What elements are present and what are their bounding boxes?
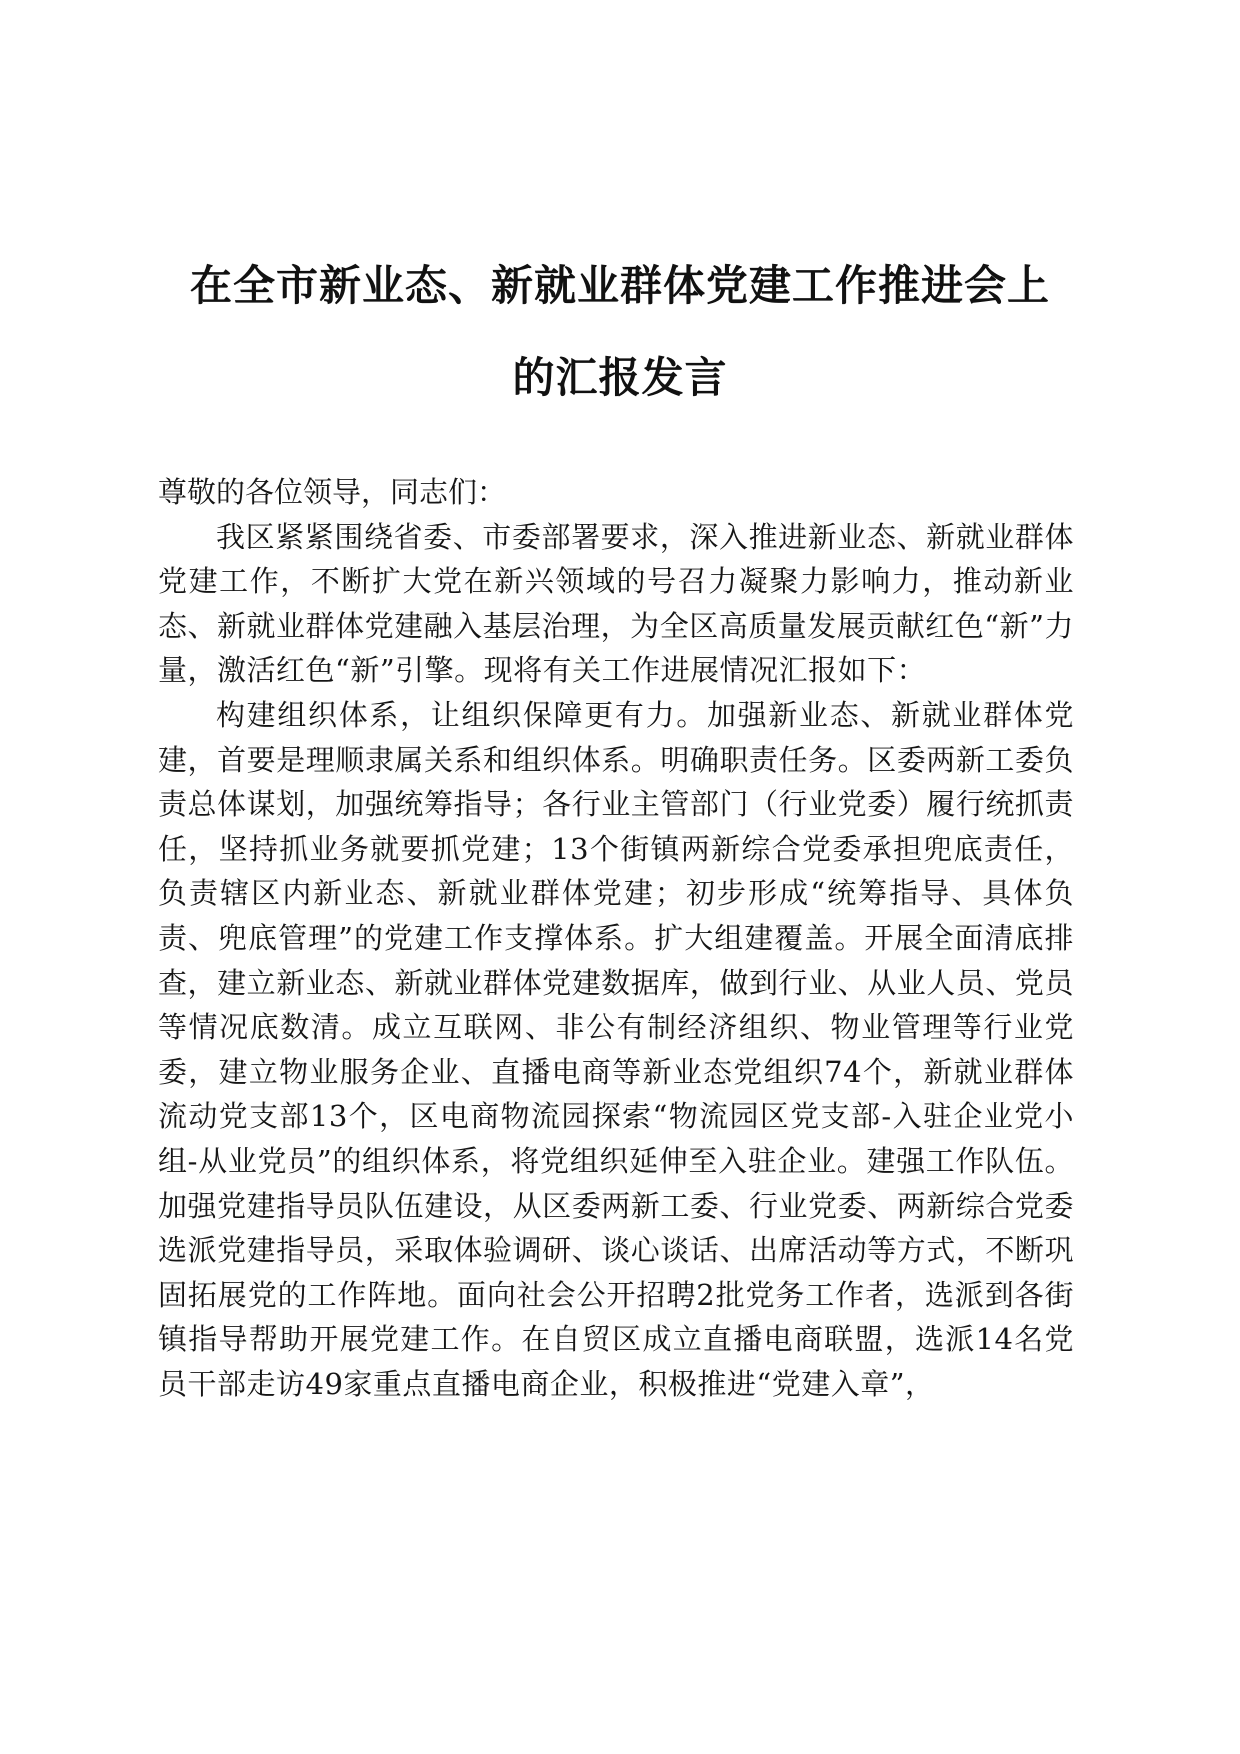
salutation: 尊敬的各位领导，同志们： [158, 475, 507, 509]
title-line-2: 的汇报发言 [512, 353, 728, 402]
title-line-1: 在全市新业态、新就业群体党建工作推进会上 [189, 261, 1050, 310]
paragraph-intro: 我区紧紧围绕省委、市委部署要求，深入推进新业态、新就业群体党建工作，不断扩大党在新兴领域的号召力凝聚力影响力，推动新业态、新就业群体党建融入基层治理，为全区高质量发展贡献红色“新”力量，激活红色“新”引擎。现将有关工作进展情况汇报如下： [158, 519, 1074, 688]
document-title [150, 240, 1090, 424]
document-body [158, 470, 1074, 1406]
paragraph-organization-system: 构建组织体系，让组织保障更有力。加强新业态、新就业群体党建，首要是理顺隶属关系和组织体系。明确职责任务。区委两新工委负责总体谋划，加强统筹指导；各行业主管部门（行业党委）履行统抓责任，坚持抓业务就要抓党建；13个街镇两新综合党委承担兜底责任，负责辖区内新业态、新就业群体党建；初步形成“统筹指导、具体负责、兜底管理”的党建工作支撑体系。扩大组建覆盖。开展全面清底排查，建立新业态、新就业群体党建数据库，做到行业、从业人员、党员等情况底数清。成立互联网、非公有制经济组织、物业管理等行业党委，建立物业服务企业、直播电商等新业态党组织74个，新就业群体流动党支部13个，区电商物流园探索“物流园区党支部-入驻企业党小组-从业党员”的组织体系，将党组织延伸至入驻企业。建强工作队伍。加强党建指导员队伍建设，从区委两新工委、行业党委、两新综合党委选派党建指导员，采取体验调研、谈心谈话、出席活动等方式，不断巩固拓展党的工作阵地。面向社会公开招聘2批党务工作者，选派到各街镇指导帮助开展党建工作。在自贸区成立直播电商联盟，选派14名党员干部走访49家重点直播电商企业，积极推进“党建入章”， [158, 697, 1074, 1401]
